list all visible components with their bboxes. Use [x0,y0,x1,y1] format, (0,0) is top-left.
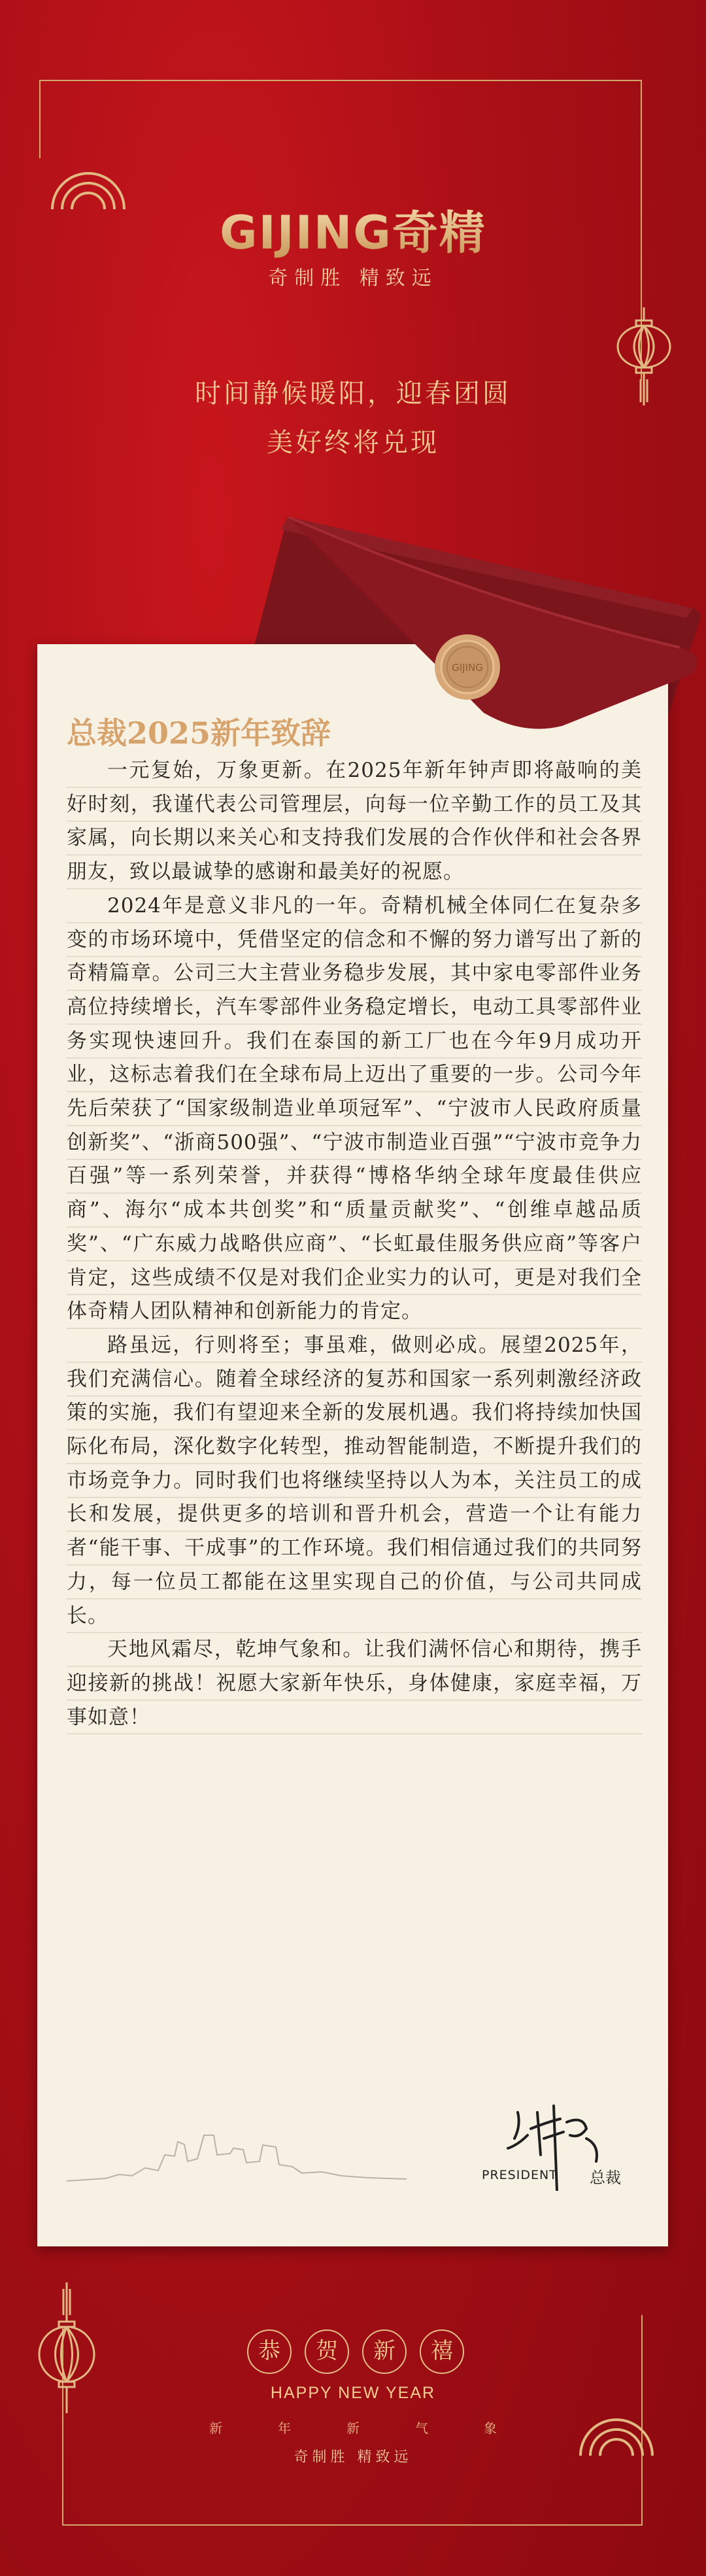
happy-new-year: HAPPY NEW YEAR [270,2384,436,2402]
greeting-row [247,2329,463,2379]
signature-role-en: PRESIDENT [482,2168,558,2182]
seal-text: GIJING [452,662,483,674]
logo-latin: GIJING [220,206,392,260]
new-year-chars [0,2418,706,2437]
letter-title: 总裁2025新年致辞 [67,715,331,751]
logo-cn: 奇精 [392,205,486,260]
greeting-char: 新 [362,2329,407,2374]
frame-line [39,80,41,158]
brand-slogan: 奇制胜 精致远 [268,267,438,290]
letter-paper [37,644,668,2246]
brand-logo [0,196,706,262]
wax-seal-icon [431,631,503,703]
signature-block [482,2099,652,2191]
headline-line2: 美好终将兑现 [267,428,439,458]
frame-line [62,2524,643,2526]
greeting-char: 贺 [305,2329,349,2374]
greeting-char: 禧 [420,2329,464,2374]
footer-slogan: 奇制胜 精致远 [294,2449,412,2465]
new-year-char: 新 [209,2420,222,2436]
city-skyline-icon [67,2116,407,2188]
letter-paragraph: 2024年是意义非凡的一年。奇精机械全体同仁在复杂多变的市场环境中，凭借坚定的信念和不懈的努力谱写出了新的奇精篇章。公司三大主营业务稳步发展，其中家电零部件业务高位持续增长，汽车零部件业务稳定增长，电动工具零部件业务实现快速回升。我们在泰国的新工厂也在今年9月成功开业，这标志着我们在全球布局上迈出了重要的一步。公司今年先后荣获了“国家级制造业单项冠军”、“宁波市人民政府质量创新奖”、“浙商500强”、“宁波市制造业百强”“宁波市竞争力百强”等一系列荣誉，并获得“博格华纳全球年度最佳供应商”、海尔“成本共创奖”和“质量贡献奖”、“创维卓越品质奖”、“广东威力战略供应商”、“长虹最佳服务供应商”等客户肯定，这些成绩不仅是对我们企业实力的认可，更是对我们全体奇精人团队精神和创新能力的肯定。 [67,889,642,1329]
lantern-icon [34,2282,99,2433]
greeting-char: 恭 [247,2329,292,2374]
new-year-char: 年 [278,2420,291,2436]
new-year-char: 新 [346,2420,360,2436]
letter-paragraph: 一元复始，万象更新。在2025年新年钟声即将敲响的美好时刻，我谨代表公司管理层，向每一位辛勤工作的员工及其家属，向长期以来关心和支持我们发展的合作伙伴和社会各界朋友，致以最诚挚的感谢和最美好的祝愿。 [67,754,642,889]
letter-paragraph: 路虽远，行则将至；事虽难，做则必成。展望2025年，我们充满信心。随着全球经济的复苏和国家一系列刺激经济政策的实施，我们有望迎来全新的发展机遇。我们将持续加快国际化布局，深化数字化转型，推动智能制造，不断提升我们的市场竞争力。同时我们也将继续坚持以人为本，关注员工的成长和发展，提供更多的培训和晋升机会，营造一个让有能力者“能干事、干成事”的工作环境。我们相信通过我们的共同努力，每一位员工都能在这里实现自己的价值，与公司共同成长。 [67,1329,642,1633]
new-year-char: 气 [415,2420,428,2436]
new-year-char: 象 [484,2420,497,2436]
frame-line [39,80,642,81]
letter-paragraph: 天地风霜尽，乾坤气象和。让我们满怀信心和期待，携手迎接新的挑战！祝愿大家新年快乐，身体健康，家庭幸福，万事如意！ [67,1633,642,1734]
letter-body [67,754,642,1734]
headline-line1: 时间静候暖阳，迎春团圆 [195,379,511,409]
signature-role-cn: 总裁 [590,2169,621,2187]
